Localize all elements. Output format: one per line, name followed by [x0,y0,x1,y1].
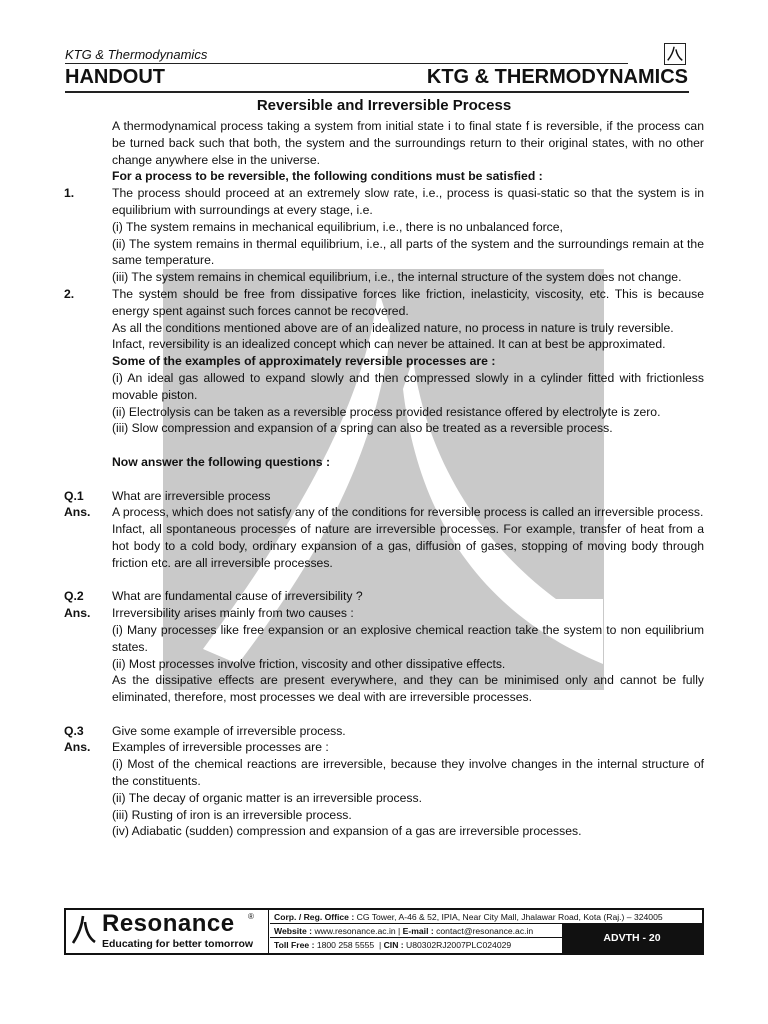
running-title: KTG & Thermodynamics [65,47,208,62]
header-rule-thick [65,91,689,93]
example-item: (iii) Slow compression and expansion of a spring can also be treated as a reversible process. [112,421,613,436]
website-email: Website : www.resonance.ac.in | E-mail : contact@resonance.ac.in [270,924,562,938]
main-content [64,118,704,840]
paragraph: Infact, reversibility is an idealized concept which can never be attained. It can at best be approximated. [112,337,666,352]
answer-text: (iii) Rusting of iron is an irreversible process. [112,807,352,822]
footer-brand [66,910,266,953]
footer-divider [268,910,269,953]
tollfree-cin: Toll Free : 1800 258 5555 | CIN : U80302RJ2007PLC024029 [274,940,512,950]
page-code: ADVTH - 20 [562,924,702,953]
answer-text: Infact, all spontaneous processes of nature are irreversible processes. For example, transfer of heat from a hot body to a cold body, ordinary expansion of a gas, diffusion of gases, stopping of moving body through friction etc. are all irreversible processes. [112,522,704,570]
header-rule [65,63,628,64]
question-label: Q.1 [64,488,84,503]
question-text: What are irreversible process [112,488,271,503]
subject-title: KTG & THERMODYNAMICS [426,66,688,88]
answer-label: Ans. [64,606,91,621]
answer-text: (iv) Adiabatic (sudden) compression and expansion of a gas are irreversible processes. [112,824,582,839]
condition-subitem: (ii) The system remains in thermal equilibrium, i.e., all parts of the system and the surroundings remain at the same temperature. [112,236,704,268]
answer-label: Ans. [64,740,91,755]
handout-label: HANDOUT [65,66,165,88]
example-item: (i) An ideal gas allowed to expand slowly and then compressed slowly in a cylinder fitted with frictionless movable piston. [112,370,704,402]
answer-text: (ii) Most processes involve friction, viscosity and other dissipative effects. [112,656,506,671]
answer-text: (ii) The decay of organic matter is an irreversible process. [112,790,423,805]
examples-heading: Some of the examples of approximately reversible processes are : [112,354,496,369]
condition-number: 2. [64,286,75,301]
answer-text: (i) Many processes like free expansion or an explosive chemical reaction take the system to non equilibrium states. [112,622,704,654]
registered-mark: ® [248,912,254,921]
answer-text: As the dissipative effects are present everywhere, and they can be minimised only and cannot be fully eliminated, therefore, most processes we deal with are irreversible processes. [112,673,704,705]
question-text: What are fundamental cause of irreversibility ? [112,589,363,604]
condition-subitem: (iii) The system remains in chemical equilibrium, i.e., the internal structure of the system does not change. [112,270,682,285]
condition-text: The system should be free from dissipative forces like friction, inelasticity, viscosity, etc. This is because energy spent against such forces cannot be recovered. [112,286,704,318]
brand-name: Resonance [102,910,235,937]
brand-tagline: Educating for better tomorrow [102,938,254,950]
question-label: Q.3 [64,723,84,738]
answer-text: A process, which does not satisfy any of the conditions for reversible process is called an irreversible process. [112,505,704,520]
paragraph: As all the conditions mentioned above are of an idealized nature, no process in nature is truly reversible. [112,320,674,335]
resonance-logo-icon [664,43,686,65]
condition-subitem: (i) The system remains in mechanical equilibrium, i.e., there is no unbalanced force, [112,219,563,234]
questions-heading: Now answer the following questions : [112,454,331,469]
answer-text: Examples of irreversible processes are : [112,740,329,755]
email-link[interactable]: contact@resonance.ac.in [436,926,534,936]
answer-text: (i) Most of the chemical reactions are irreversible, because they involve changes in the internal structure of the constituents. [112,757,704,789]
example-item: (ii) Electrolysis can be taken as a reversible process provided resistance offered by electrolyte is zero. [112,404,661,419]
question-text: Give some example of irreversible process. [112,723,346,738]
answer-label: Ans. [64,505,91,520]
page-title: Reversible and Irreversible Process [256,97,512,114]
resonance-logo-icon [71,914,97,946]
conditions-heading: For a process to be reversible, the following conditions must be satisfied : [112,169,543,184]
condition-text: The process should proceed at an extremely slow rate, i.e., process is quasi-static so that the system is in equilibrium with surroundings at every stage, i.e. [112,186,704,217]
website-link[interactable]: www.resonance.ac.in [314,926,396,936]
answer-text: Irreversibility arises mainly from two causes : [112,606,354,621]
question-label: Q.2 [64,589,84,604]
condition-number: 1. [64,186,75,201]
intro-paragraph: A thermodynamical process taking a system from initial state i to final state f is reversible, if the process can be turned back such that both, the system and the surroundings return to their original states, with no other change anywhere else in the universe. [112,119,704,167]
office-address: Corp. / Reg. Office : CG Tower, A-46 & 52, IPIA, Near City Mall, Jhalawar Road, Kota (Raj.) – 324005 [270,910,702,924]
